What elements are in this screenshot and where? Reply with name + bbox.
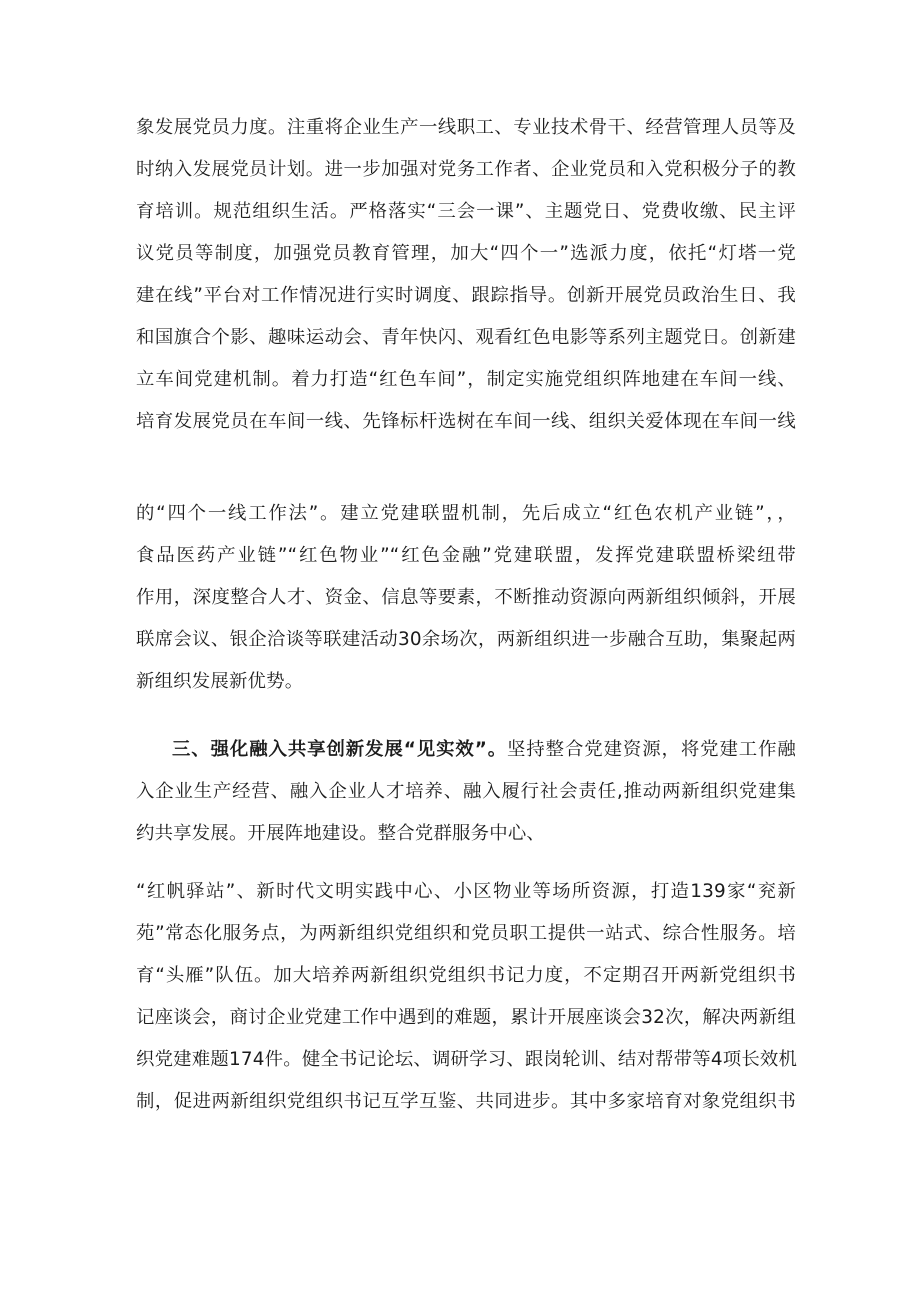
- body-text-line: 育培训。规范组织生活。严格落实“三会一课”、主题党日、党费收缴、民主评: [136, 201, 796, 222]
- body-text-line: 作用，深度整合人才、资金、信息等要素，不断推动资源向两新组织倾斜，开展: [136, 587, 796, 608]
- body-text-line: 育“头雁”队伍。加大培养两新组织党组织书记力度，不定期召开两新党组织书: [136, 965, 796, 986]
- body-text-line: 和国旗合个影、趣味运动会、青年快闪、观看红色电影等系列主题党日。创新建: [136, 327, 796, 348]
- body-text-line: 入企业生产经营、融入企业人才培养、融入履行社会责任,推动两新组织党建集: [136, 781, 796, 802]
- section-3-heading: 三、强化融入共享创新发展“见实效”。: [172, 739, 508, 760]
- section-3-text: 坚持整合党建资源，将党建工作融: [507, 739, 796, 760]
- body-text-line: 记座谈会，商讨企业党建工作中遇到的难题，累计开展座谈会32次，解决两新组: [136, 1007, 796, 1028]
- body-text-line: 立车间党建机制。着力打造“红色车间”，制定实施党组织阵地建在车间一线、: [136, 369, 796, 390]
- body-text-line: 约共享发展。开展阵地建设。整合党群服务中心、: [136, 823, 545, 844]
- body-text-line: 象发展党员力度。注重将企业生产一线职工、专业技术骨干、经营管理人员等及: [136, 117, 796, 138]
- body-text-line: “红帆驿站”、新时代文明实践中心、小区物业等场所资源，打造139家“兖新: [136, 881, 796, 902]
- body-text-line: 联席会议、银企洽谈等联建活动30余场次，两新组织进一步融合互助，集聚起两: [136, 629, 796, 650]
- body-text-line: 食品医药产业链”“红色物业”“红色金融”党建联盟，发挥党建联盟桥梁纽带: [136, 545, 796, 566]
- body-text-line: 苑”常态化服务点，为两新组织党组织和党员职工提供一站式、综合性服务。培: [136, 923, 796, 944]
- body-text-line: 培育发展党员在车间一线、先锋标杆选树在车间一线、组织关爱体现在车间一线: [136, 411, 796, 432]
- body-text-line: 织党建难题174件。健全书记论坛、调研学习、跟岗轮训、结对帮带等4项长效机: [136, 1049, 798, 1070]
- body-text-line: 时纳入发展党员计划。进一步加强对党务工作者、企业党员和入党积极分子的教: [136, 159, 796, 180]
- body-text-line: 议党员等制度，加强党员教育管理，加大“四个一”选派力度，依托“灯塔一党: [136, 243, 796, 264]
- body-text-line: 制，促进两新组织党组织书记互学互鉴、共同进步。其中多家培育对象党组织书: [136, 1091, 796, 1112]
- body-text-line: 新组织发展新优势。: [136, 671, 304, 692]
- body-text-line: 的“四个一线工作法”。建立党建联盟机制，先后成立“红色农机产业链”，，: [136, 503, 796, 524]
- section-3-first-line: [172, 732, 796, 768]
- body-text-line: 建在线”平台对工作情况进行实时调度、跟踪指导。创新开展党员政治生日、我: [136, 285, 796, 306]
